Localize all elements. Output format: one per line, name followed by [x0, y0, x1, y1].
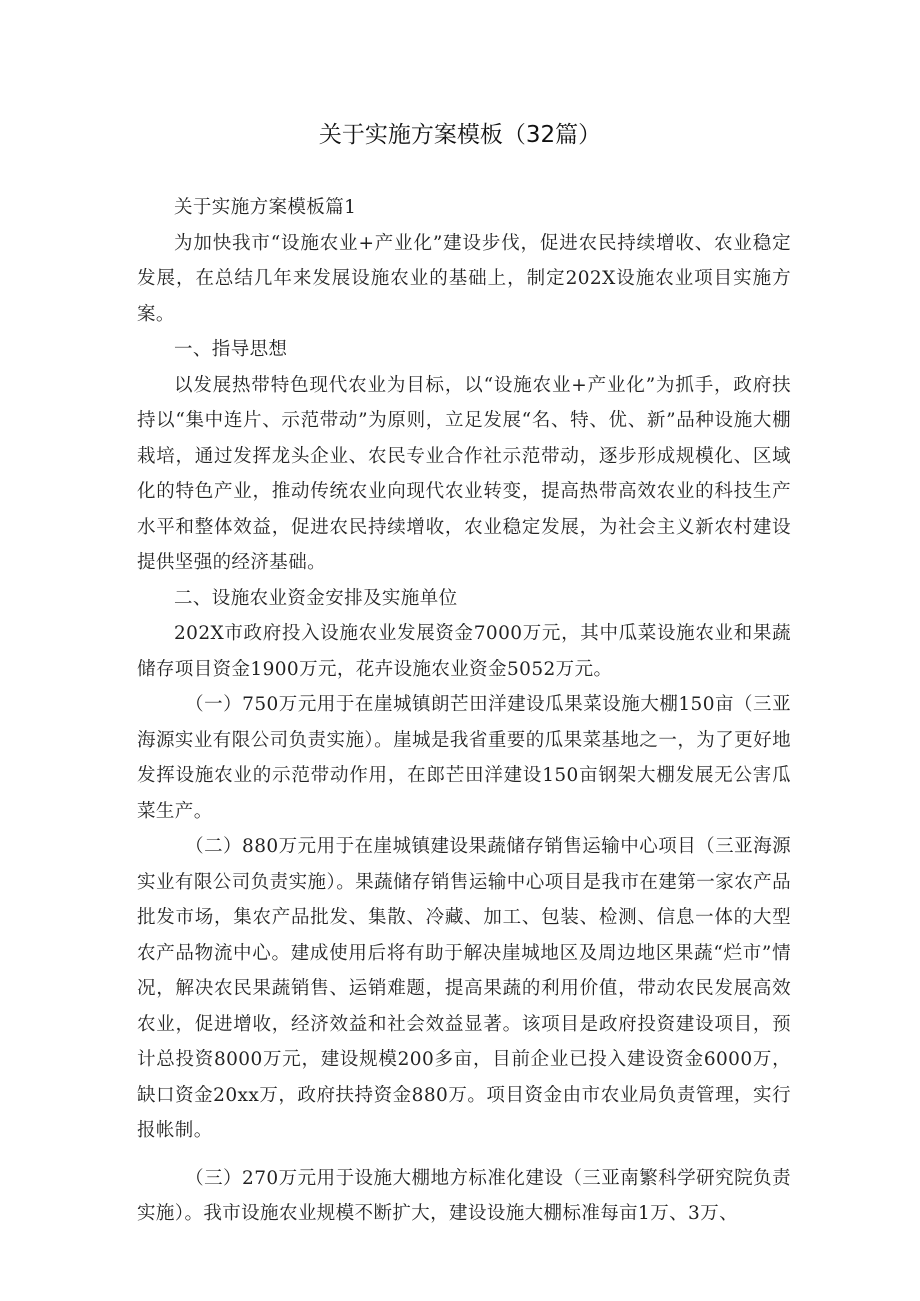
section-heading: 二、设施农业资金安排及实施单位: [174, 587, 458, 609]
document-title: 关于实施方案模板（32篇）: [318, 122, 602, 148]
paragraph: 202X市政府投入设施农业发展资金7000万元，其中瓜菜设施农业和果蔬储存项目资金1900万元，花卉设施农业资金5052万元。: [137, 623, 791, 680]
paragraph: 以发展热带特色现代农业为目标，以“设施农业+产业化”为抓手，政府扶持以“集中连片、示范带动”为原则，立足发展“名、特、优、新”品种设施大棚栽培，通过发挥龙头企业、农民专业合作社示范带动，逐步形成规模化、区域化的特色产业，推动传统农业向现代农业转变，提高热带高效农业的科技生产水平和整体效益，促进农民持续增收，农业稳定发展，为社会主义新农村建设提供坚强的经济基础。: [137, 374, 791, 573]
document-body: [137, 190, 791, 1232]
paragraph: （二）880万元用于在崖城镇建设果蔬储存销售运输中心项目（三亚海源实业有限公司负责实施）。果蔬储存销售运输中心项目是我市在建第一家农产品批发市场，集农产品批发、集散、冷藏、加工、包装、检测、信息一体的大型农产品物流中心。建成使用后将有助于解决崖城地区及周边地区果蔬“烂市”情况，解决农民果蔬销售、运销难题，提高果蔬的利用价值，带动农民发展高效农业，促进增收，经济效益和社会效益显著。该项目是政府投资建设项目，预计总投资8000万元，建设规模200多亩，目前企业已投入建设资金6000万，缺口资金20xx万，政府扶持资金880万。项目资金由市农业局负责管理，实行报帐制。: [137, 836, 791, 1141]
paragraph: （三）270万元用于设施大棚地方标准化建设（三亚南繁科学研究院负责实施）。我市设施农业规模不断扩大，建设设施大棚标准每亩1万、3万、: [137, 1167, 791, 1224]
section-heading: 一、指导思想: [174, 339, 288, 360]
paragraph: 为加快我市“设施农业+产业化”建设步伐，促进农民持续增收、农业稳定发展，在总结几年来发展设施农业的基础上，制定202X设施农业项目实施方案。: [137, 232, 791, 325]
section-heading: 关于实施方案模板篇1: [174, 197, 357, 218]
paragraph: （一）750万元用于在崖城镇朗芒田洋建设瓜果菜设施大棚150亩（三亚海源实业有限公司负责实施）。崖城是我省重要的瓜果菜基地之一，为了更好地发挥设施农业的示范带动作用，在郎芒田洋建设150亩钢架大棚发展无公害瓜菜生产。: [137, 694, 791, 822]
